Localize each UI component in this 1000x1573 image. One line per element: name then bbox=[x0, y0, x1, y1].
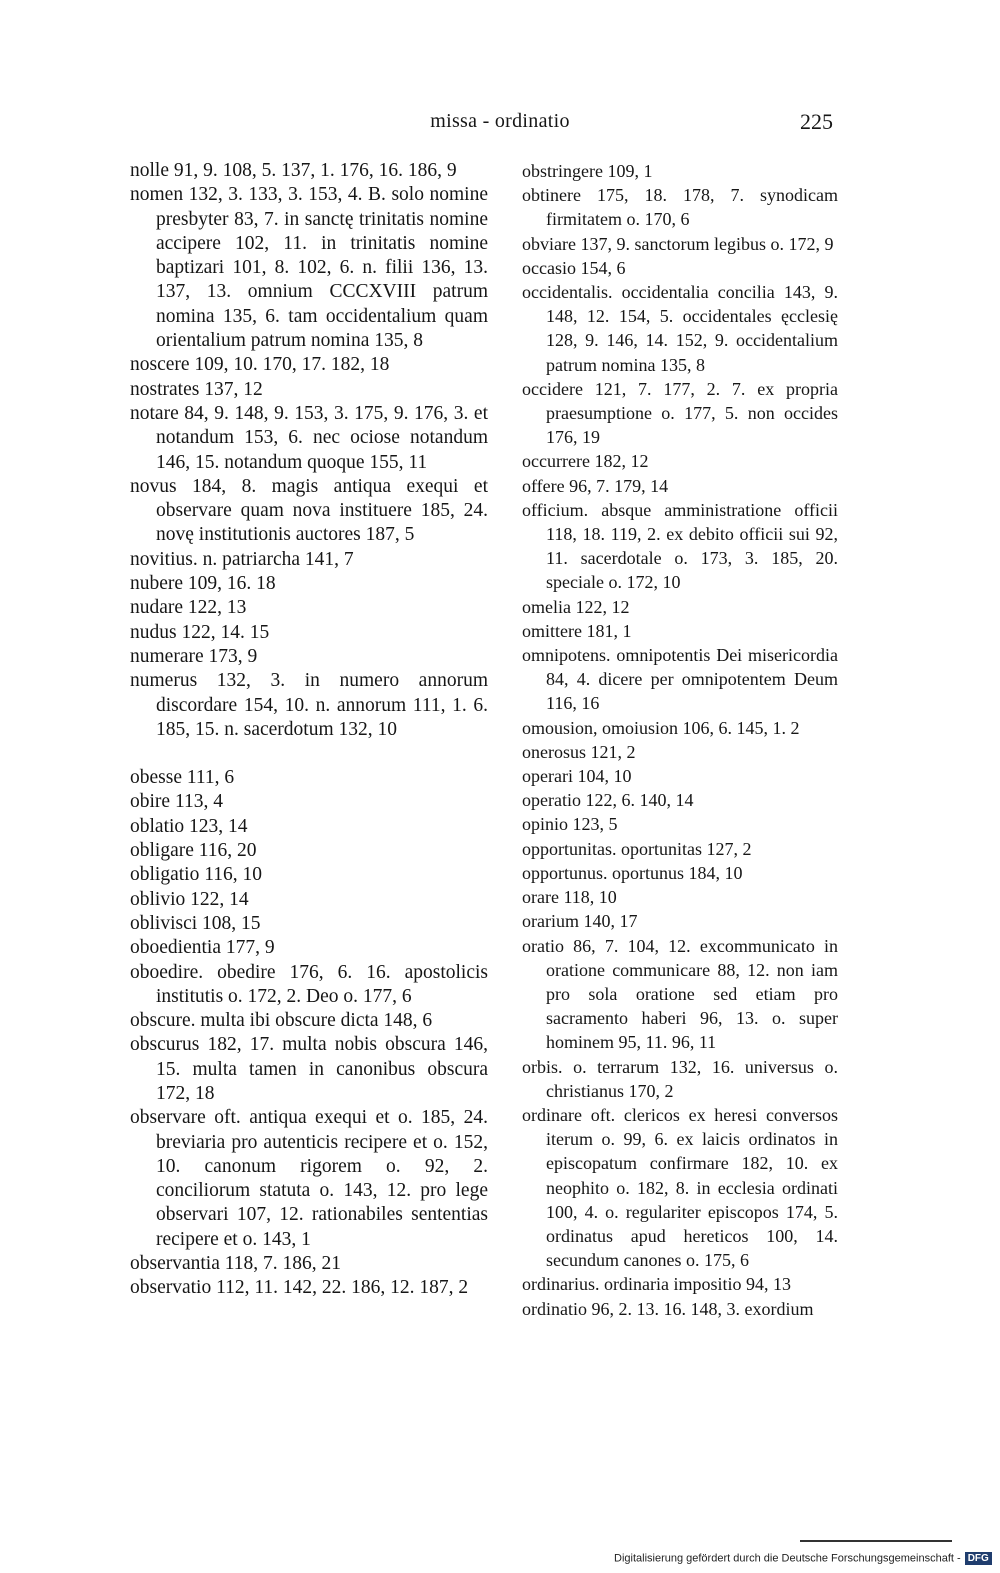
index-entry: offere 96, 7. 179, 14 bbox=[522, 475, 669, 496]
index-entry: nudare 122, 13 bbox=[130, 597, 247, 619]
index-entry: numerare 173, 9 bbox=[130, 645, 258, 667]
index-entry: novus 184, 8. magis antiqua exequi et observare quam nova instituere 185, 24. novę institutionis auctores 187, 5 bbox=[130, 475, 488, 546]
index-entry: omousion, omoiusion 106, 6. 145, 1. 2 bbox=[522, 717, 800, 738]
index-entry: omittere 181, 1 bbox=[522, 620, 632, 641]
dfg-logo: DFG bbox=[965, 1552, 992, 1565]
index-entry: noscere 109, 10. 170, 17. 182, 18 bbox=[130, 354, 390, 376]
index-entry: opportunitas. oportunitas 127, 2 bbox=[522, 838, 752, 859]
index-entry: obtinere 175, 18. 178, 7. synodicam firmitatem o. 170, 6 bbox=[522, 185, 838, 230]
index-entry: orbis. o. terrarum 132, 16. universus o. christianus 170, 2 bbox=[522, 1056, 838, 1101]
index-entry: opinio 123, 5 bbox=[522, 814, 618, 835]
page-number: 225 bbox=[800, 109, 833, 134]
index-column-left bbox=[130, 159, 488, 1301]
index-entry: ordinare oft. clericos ex heresi conversos iterum o. 99, 6. ex laicis ordinatos in episcopatum confirmare 182, 10. ex neophito o. 182, 8. in ecclesia ordinati 100, 4. o. regulariter episcopos 174, 5. ordinatus apud hereticos 100, 14. secundum canones o. 175, 6 bbox=[522, 1104, 838, 1271]
index-entry: occasio 154, 6 bbox=[522, 257, 626, 278]
index-entry: oblivio 122, 14 bbox=[130, 888, 249, 910]
index-entry: omnipotens. omnipotentis Dei misericordia 84, 4. dicere per omnipotentem Deum 116, 16 bbox=[522, 645, 838, 714]
footer-credit bbox=[614, 1552, 992, 1565]
index-entry: orare 118, 10 bbox=[522, 887, 617, 908]
index-entry: obscurus 182, 17. multa nobis obscura 146, 15. multa tamen in canonibus obscura 172, 18 bbox=[130, 1034, 488, 1104]
index-entry: observare oft. antiqua exequi et o. 185, 24. breviaria pro autenticis recipere et o. 152, 10. canonum rigorem o. 92, 2. conciliorum statuta o. 143, 12. pro lege observari 107, 12. rationabiles sententias recipere et o. 143, 1 bbox=[130, 1107, 488, 1250]
index-entry: nolle 91, 9. 108, 5. 137, 1. 176, 16. 186, 9 bbox=[130, 160, 457, 181]
index-entry: oboedire. obedire 176, 6. 16. apostolicis institutis o. 172, 2. Deo o. 177, 6 bbox=[130, 961, 488, 1007]
index-entry: orarium 140, 17 bbox=[522, 911, 638, 932]
index-entry: ordinatio 96, 2. 13. 16. 148, 3. exordium bbox=[522, 1298, 814, 1319]
section-gap bbox=[130, 742, 488, 766]
index-entry: novitius. n. patriarcha 141, 7 bbox=[130, 548, 354, 570]
index-entry: occurrere 182, 12 bbox=[522, 451, 649, 472]
index-entry: numerus 132, 3. in numero annorum discordare 154, 10. n. annorum 111, 1. 6. 185, 15. n. sacerdotum 132, 10 bbox=[130, 670, 488, 740]
index-column-right bbox=[522, 159, 838, 1321]
index-entry: obligare 116, 20 bbox=[130, 840, 257, 862]
index-entry: notare 84, 9. 148, 9. 153, 3. 175, 9. 176, 3. et notandum 153, 6. nec ociose notandum 146, 15. notandum quoque 155, 11 bbox=[130, 402, 488, 473]
index-entry: omelia 122, 12 bbox=[522, 596, 630, 617]
index-entry: operari 104, 10 bbox=[522, 766, 632, 787]
index-entry: occidentalis. occidentalia concilia 143, 9. 148, 12. 154, 5. occidentales ęcclesię 128, 9. 146, 14. 152, 9. occidentalium patrum nomina 135, 8 bbox=[522, 282, 838, 375]
index-entry: obstringere 109, 1 bbox=[522, 161, 653, 181]
index-entry: officium. absque amministratione officii 118, 18. 119, 2. ex debito officii sui 92, 11. sacerdotale o. 173, 3. 185, 20. speciale o. 172, 10 bbox=[522, 499, 838, 593]
index-entry: operatio 122, 6. 140, 14 bbox=[522, 790, 694, 811]
index-entry: obire 113, 4 bbox=[130, 791, 223, 813]
index-entry: nostrates 137, 12 bbox=[130, 378, 263, 400]
index-entry: observantia 118, 7. 186, 21 bbox=[130, 1253, 342, 1275]
index-entry: opportunus. oportunus 184, 10 bbox=[522, 862, 743, 883]
footer-text: Digitalisierung gefördert durch die Deutsche Forschungsgemeinschaft - bbox=[614, 1552, 961, 1565]
index-entry: occidere 121, 7. 177, 2. 7. ex propria praesumptione o. 177, 5. non occides 176, 19 bbox=[522, 378, 838, 448]
index-entry: nubere 109, 16. 18 bbox=[130, 573, 276, 595]
index-entry: nomen 132, 3. 133, 3. 153, 4. B. solo nomine presbyter 83, 7. in sanctę trinitatis nomine accipere 102, 11. in trinitatis nomine baptizari 101, 8. 102, 6. n. filii 136, 13. 137, 13. omnium CCCXVIII patrum nomina 135, 6. tam occidentalium quam orientalium patrum nomina 135, 8 bbox=[130, 184, 488, 352]
index-entry: oblivisci 108, 15 bbox=[130, 912, 261, 934]
running-header: missa - ordinatio bbox=[430, 110, 570, 132]
index-entry: ordinarius. ordinaria impositio 94, 13 bbox=[522, 1274, 791, 1295]
index-entry: oboedientia 177, 9 bbox=[130, 937, 275, 959]
index-entry: oblatio 123, 14 bbox=[130, 815, 248, 837]
index-entry: onerosus 121, 2 bbox=[522, 741, 636, 762]
index-entry: obscure. multa ibi obscure dicta 148, 6 bbox=[130, 1010, 433, 1032]
index-entry: observatio 112, 11. 142, 22. 186, 12. 187, 2 bbox=[130, 1277, 469, 1299]
index-entry: obviare 137, 9. sanctorum legibus o. 172, 9 bbox=[522, 233, 834, 254]
index-entry: oratio 86, 7. 104, 12. excommunicato in oratione communicare 88, 12. non iam pro sola oratione sed etiam pro sacramento haberi 96, 13. o. super hominem 95, 11. 96, 11 bbox=[522, 935, 838, 1053]
footer-rule bbox=[800, 1540, 952, 1542]
index-entry: nudus 122, 14. 15 bbox=[130, 621, 270, 643]
index-entry: obesse 111, 6 bbox=[130, 767, 235, 789]
index-entry: obligatio 116, 10 bbox=[130, 864, 262, 886]
